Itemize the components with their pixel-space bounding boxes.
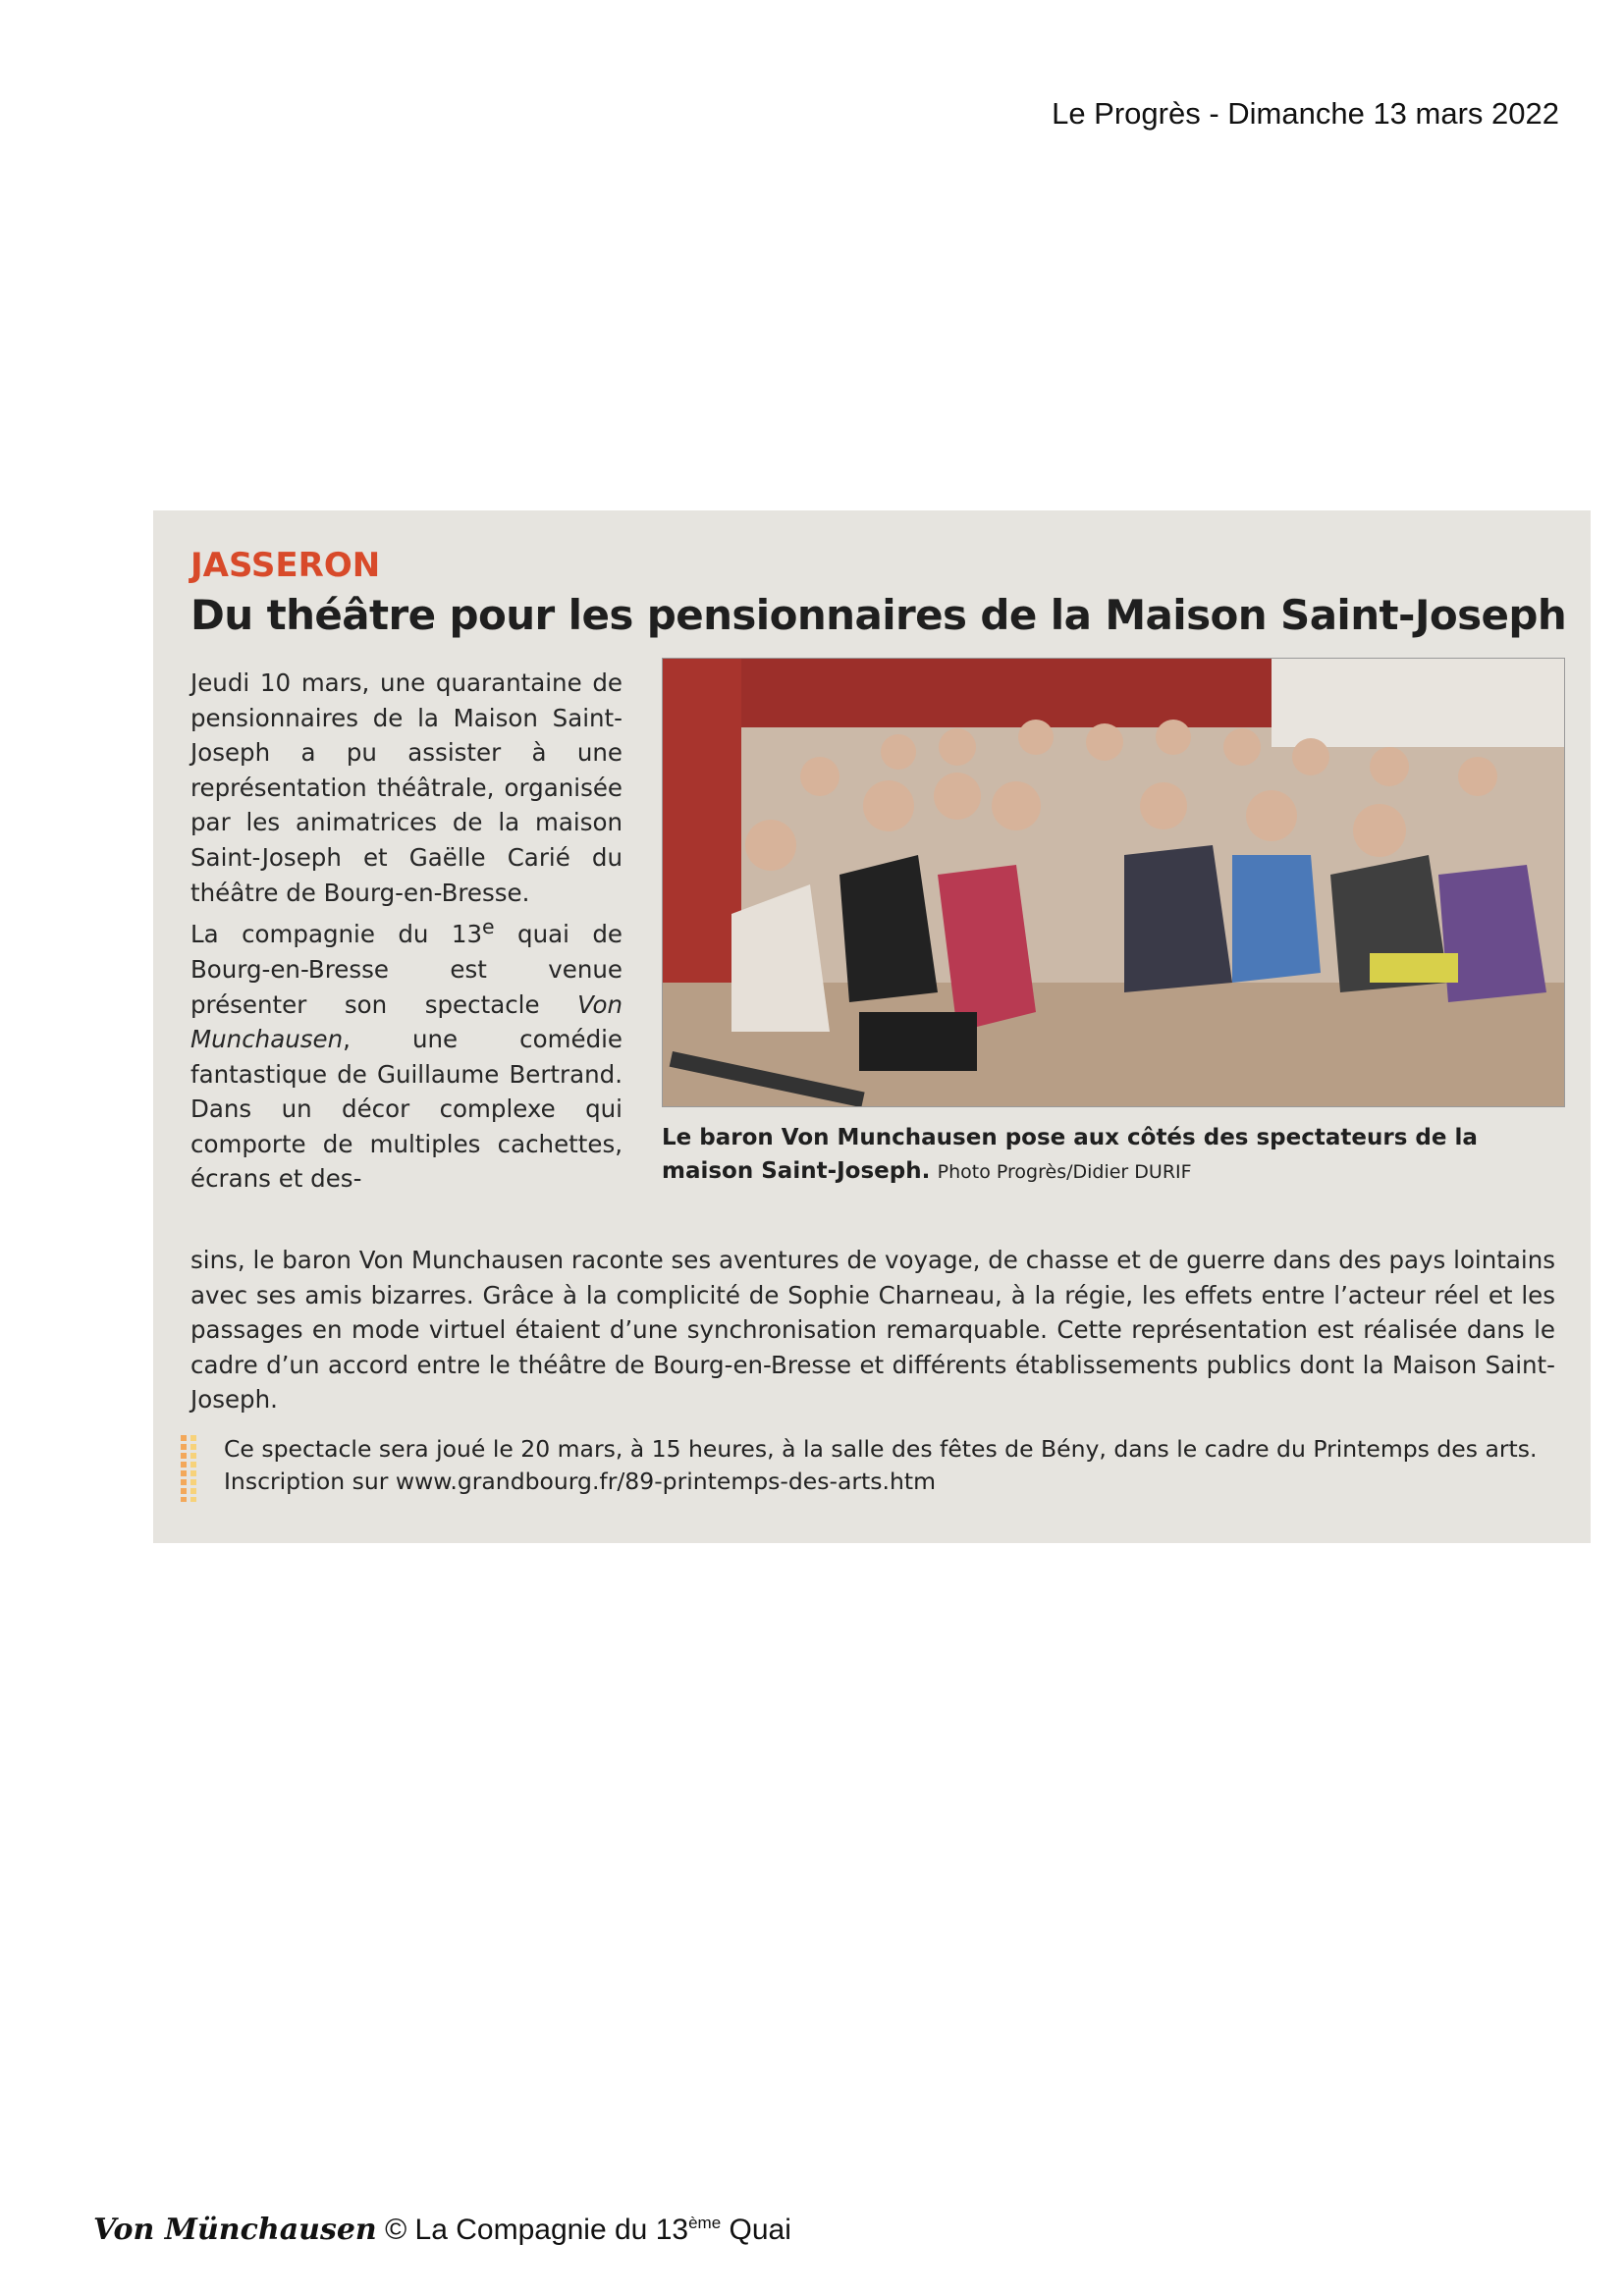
show-title: Von Munchausen	[190, 989, 623, 1054]
page-header-date: Le Progrès - Dimanche 13 mars 2022	[1052, 96, 1559, 131]
newspaper-clipping	[153, 510, 1591, 1543]
paragraph-2-end: , une comédie fantastique de Guillaume Bertrand. Dans un décor complexe qui comporte de multiples cachettes, écrans et des-	[190, 1025, 623, 1194]
article-photo	[662, 658, 1565, 1107]
article-paragraph-1: Jeudi 10 mars, une quarantaine de pensionnaires de la Maison Saint-Joseph a pu assister à une représentation théâtrale, organisée par les animatrices de la maison Saint-Joseph et Gaëlle Carié du théâtre de Bourg-en-Bresse.	[190, 668, 623, 907]
article-paragraph-2-continued: sins, le baron Von Munchausen raconte ses aventures de voyage, de chasse et de guerre dans des pays lointains avec ses amis bizarres. Grâce à la complicité de Sophie Charneau, à la régie, les effets entre l’acteur réel et les passages en mode virtuel étaient d’une synchronisation remarquable. Cette représentation est réalisée dans le cadre d’un accord entre le théâtre de Bourg-en-Bresse et différents établissements publics dont la Maison Saint-Joseph.	[190, 1246, 1555, 1415]
footer-copyright: © La Compagnie du 13	[376, 2214, 689, 2246]
paragraph-2-start: La compagnie du 13	[190, 920, 483, 949]
audience-photo-illustration	[663, 659, 1564, 1106]
article-headline: Du théâtre pour les pensionnaires de la Maison Saint-Joseph	[190, 591, 1567, 639]
event-notice: Ce spectacle sera joué le 20 mars, à 15 heures, à la salle des fêtes de Bény, dans le cadre du Printemps des arts. Inscription sur www.grandbourg.fr/89-printemps-des-arts.htm	[224, 1435, 1538, 1495]
notice-accent-bar-2	[190, 1435, 196, 1502]
notice-accent-bar	[181, 1435, 187, 1502]
section-label: JASSERON	[190, 546, 381, 585]
article-left-column	[190, 666, 623, 1197]
footer-suffix: Quai	[721, 2214, 791, 2246]
paragraph-2-ordinal: e	[482, 915, 495, 939]
page-footer	[93, 2213, 791, 2247]
caption-text: Le baron Von Munchausen pose aux côtés des spectateurs de la maison Saint-Joseph.	[662, 1125, 1478, 1184]
paragraph-2-mid: quai de Bourg-en-Bresse est venue présenter son spectacle	[190, 920, 623, 1019]
footer-show-title: Von Münchausen	[93, 2213, 377, 2247]
article-paragraph-2	[190, 910, 623, 1197]
photo-credit: Photo Progrès/Didier DURIF	[937, 1161, 1192, 1183]
footer-ordinal: ème	[688, 2214, 722, 2232]
photo-caption	[662, 1121, 1563, 1189]
